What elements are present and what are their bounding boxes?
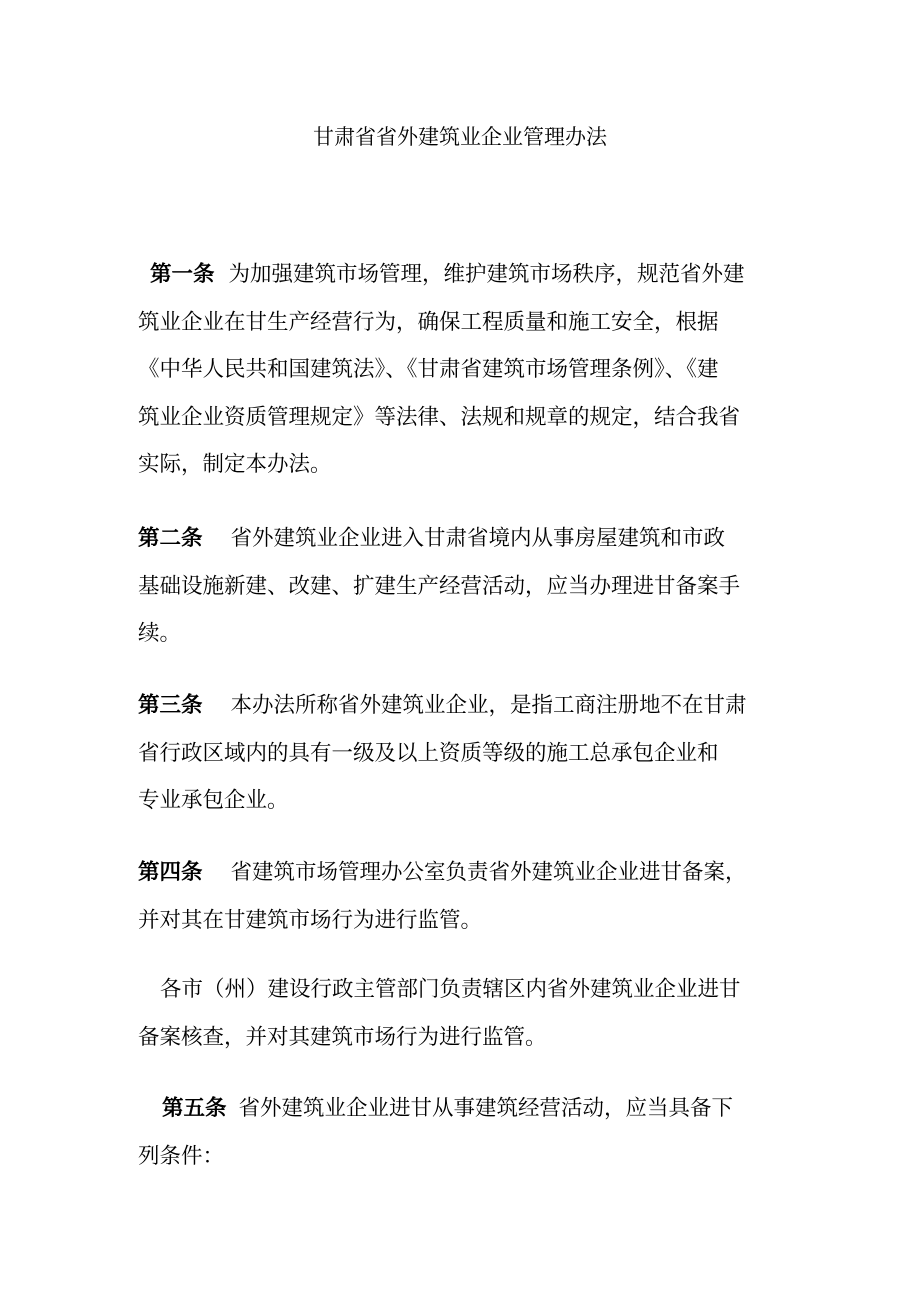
- article-5-line-1: 第五条 省外建筑业企业进甘从事建筑经营活动，应当具备下: [162, 1096, 734, 1121]
- article-3-line-2: 省行政区域内的具有一级及以上资质等级的施工总承包企业和: [138, 740, 719, 766]
- article-2-line-3: 续。: [138, 621, 182, 646]
- document-title: 甘肃省省外建筑业企业管理办法: [313, 125, 607, 149]
- article-3: [138, 682, 798, 825]
- article-1: [138, 251, 798, 489]
- article-4-paragraph-2: [138, 966, 798, 1061]
- article-1-line-1: 第一条 为加强建筑市场管理，维护建筑市场秩序，规范省外建: [150, 262, 745, 287]
- article-5-line-2: 列条件：: [138, 1143, 225, 1169]
- article-4-number: 第四条: [138, 860, 203, 885]
- article-1-line-4: 筑业企业资质管理规定》等法律、法规和规章的规定，结合我省: [138, 404, 741, 430]
- article-4-line-1: 第四条 省建筑市场管理办公室负责省外建筑业企业进甘备案，: [138, 860, 747, 885]
- article-2: [138, 515, 798, 658]
- article-3-line-3: 专业承包企业。: [138, 788, 289, 813]
- article-3-line-1: 第三条 本办法所称省外建筑业企业，是指工商注册地不在甘肃: [138, 693, 747, 718]
- article-2-line-2: 基础设施新建、改建、扩建生产经营活动，应当办理进甘备案手: [138, 573, 741, 599]
- article-2-number: 第二条: [138, 526, 203, 551]
- article-4: [138, 849, 798, 944]
- article-1-number: 第一条: [150, 262, 215, 287]
- article-2-line-1: 第二条 省外建筑业企业进入甘肃省境内从事房屋建筑和市政: [138, 526, 726, 551]
- article-1-line-3: 《中华人民共和国建筑法》、《甘肃省建筑市场管理条例》、《建: [138, 357, 719, 382]
- article-4-p2-line-2: 备案核查，并对其建筑市场行为进行监管。: [138, 1024, 547, 1050]
- article-5: [138, 1085, 798, 1180]
- article-4-line-2: 并对其在甘建筑市场行为进行监管。: [138, 907, 483, 933]
- article-4-p2-line-1: 各市（州）建设行政主管部门负责辖区内省外建筑业企业进甘: [160, 977, 741, 1002]
- article-1-line-2: 筑业企业在甘生产经营行为，确保工程质量和施工安全，根据: [138, 309, 719, 335]
- article-3-number: 第三条: [138, 693, 203, 718]
- article-5-number: 第五条: [162, 1096, 227, 1121]
- article-1-line-5: 实际，制定本办法。: [138, 452, 332, 477]
